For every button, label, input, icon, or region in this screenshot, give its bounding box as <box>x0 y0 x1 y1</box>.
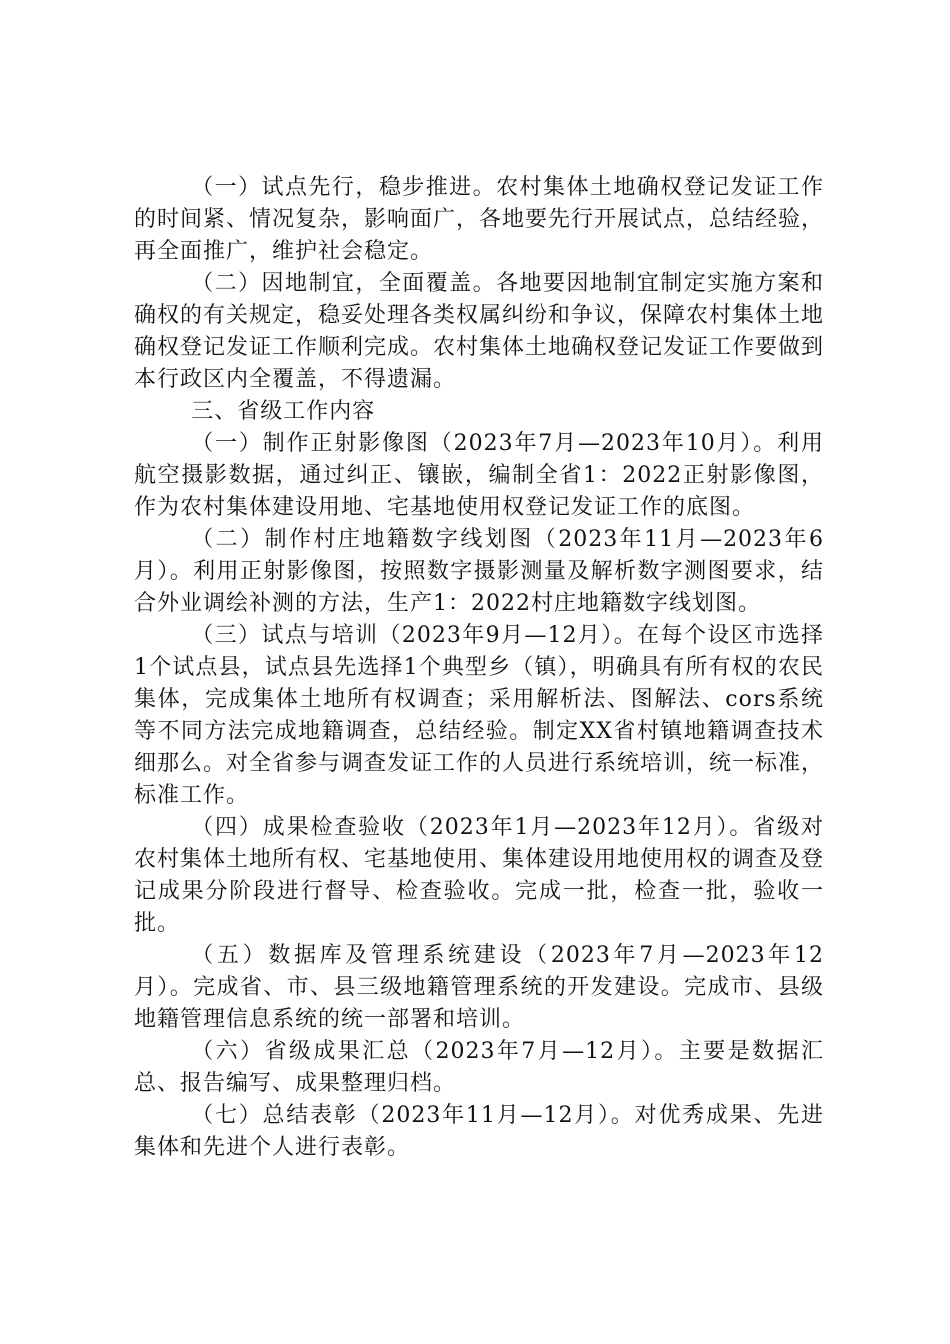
paragraph-adapt-locally: （二）因地制宜，全面覆盖。各地要因地制宜制定实施方案和确权的有关规定，稳妥处理各类权属纠纷和争议，保障农村集体土地确权登记发证工作顺利完成。农村集体土地确权登记发证工作要做到本行政区内全覆盖，不得遗漏。 <box>134 271 825 392</box>
paragraph-orthophoto-map: （一）制作正射影像图（2023年7月—2023年10月）。利用航空摄影数据，通过纠正、镶嵌，编制全省1：2022正射影像图，作为农村集体建设用地、宅基地使用权登记发证工作的底图。 <box>134 431 824 520</box>
section-heading-provincial-work: 三、省级工作内容 <box>191 399 376 424</box>
paragraph-pilot-training: （三）试点与培训（2023年9月—12月）。在每个设区市选择1个试点县，试点县先选择1个典型乡（镇），明确具有所有权的农民集体，完成集体土地所有权调查；采用解析法、图解法、cors系统等不同方法完成地籍调查，总结经验。制定XX省村镇地籍调查技术细那么。对全省参与调查发证工作的人员进行系统培训，统一标准，标准工作。 <box>134 623 825 808</box>
paragraph-pilot-first: （一）试点先行，稳步推进。农村集体土地确权登记发证工作的时间紧、情况复杂，影响面广，各地要先行开展试点，总结经验，再全面推广，维护社会稳定。 <box>134 175 825 264</box>
paragraph-inspection-acceptance: （四）成果检查验收（2023年1月—2023年12月）。省级对农村集体土地所有权、宅基地使用、集体建设用地使用权的调查及登记成果分阶段进行督导、检查验收。完成一批，检查一批，验收一批。 <box>134 815 825 936</box>
paragraph-village-line-map: （二）制作村庄地籍数字线划图（2023年11月—2023年6月）。利用正射影像图，按照数字摄影测量及解析数字测图要求，结合外业调绘补测的方法，生产1：2022村庄地籍数字线划图。 <box>134 527 824 616</box>
paragraph-commendation: （七）总结表彰（2023年11月—12月）。对优秀成果、先进集体和先进个人进行表彰。 <box>134 1103 824 1160</box>
document-body <box>134 172 824 1164</box>
paragraph-database-system: （五）数据库及管理系统建设（2023年7月—2023年12月）。完成省、市、县三级地籍管理系统的开发建设。完成市、县级地籍管理信息系统的统一部署和培训。 <box>134 943 824 1032</box>
paragraph-provincial-summary: （六）省级成果汇总（2023年7月—12月）。主要是数据汇总、报告编写、成果整理归档。 <box>134 1039 824 1096</box>
